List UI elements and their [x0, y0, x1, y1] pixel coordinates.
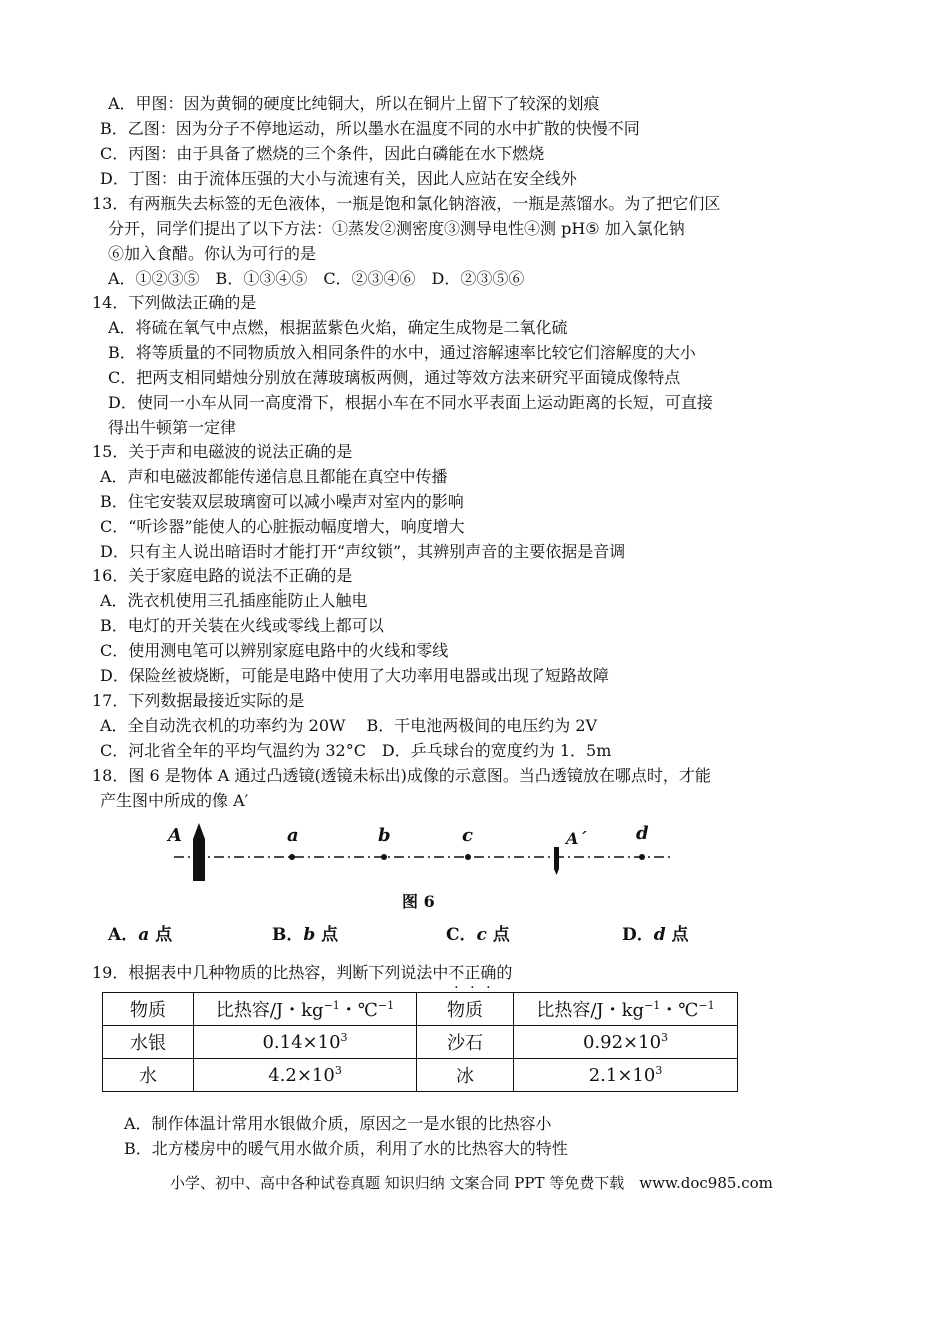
q18-option-c-letter: C． [446, 925, 477, 945]
q19-option-b: B．北方楼房中的暖气用水做介质，利用了水的比热容大的特性 [124, 1139, 568, 1158]
label-image-a-prime: A´ [566, 829, 587, 848]
q16-option-b: B．电灯的开关装在火线或零线上都可以 [100, 616, 384, 635]
q18-option-c-point: c [476, 925, 487, 945]
image-a-prime-body [554, 847, 559, 869]
image-a-prime-tip [554, 869, 559, 875]
table-header-row [103, 993, 738, 1026]
q15-option-d: D．只有主人说出暗语时才能打开“声纹锁”，其辨别声音的主要依据是音调 [100, 542, 626, 561]
q19-stem-pre: 19．根据表中几种物质的比热容，判断下列说法中 [92, 963, 449, 982]
header-unit-2-sup-a: −1 [644, 999, 661, 1012]
header-unit-1-sup-a: −1 [323, 999, 340, 1012]
cell-sand-value-base: 0.92×10 [582, 1032, 662, 1053]
object-a-body [193, 839, 205, 881]
label-point-a: a [287, 825, 299, 846]
page-footer: 小学、初中、高中各种试卷真题 知识归纳 文案合同 PPT 等免费下载 www.doc985.com [170, 1174, 773, 1192]
header-substance-1: 物质 [103, 993, 194, 1026]
cell-ice-value-base: 2.1×10 [588, 1065, 656, 1086]
q18-option-d [622, 920, 689, 945]
q19-option-a: A．制作体温计常用水银做介质，原因之一是水银的比热容小 [124, 1114, 552, 1133]
q14-option-b: B．将等质量的不同物质放入相同条件的水中，通过溶解速率比较它们溶解度的大小 [108, 343, 696, 362]
header-unit-1-sup-b: −1 [377, 999, 395, 1012]
q17-stem: 17．下列数据最接近实际的是 [92, 691, 305, 710]
q18-option-a [108, 920, 172, 945]
q17-options-cd: C．河北省全年的平均气温约为 32°C D．乒乓球台的宽度约为 1．5m [100, 741, 612, 760]
q16-stem-post: 正确的是 [288, 566, 353, 585]
q13-stem-line3: ⑥加入食醋。你认为可行的是 [108, 244, 317, 263]
figure-6-lens-diagram [160, 815, 680, 911]
q18-stem-line1: 18．图 6 是物体 A 通过凸透镜(透镜未标出)成像的示意图。当凸透镜放在哪点时，才能 [92, 766, 711, 785]
q15-option-b: B．住宅安装双层玻璃窗可以减小噪声对室内的影响 [100, 492, 464, 511]
q18-option-a-letter: A． [108, 925, 139, 945]
q17-options-ab: A．全自动洗衣机的功率约为 20W B．干电池两极间的电压约为 2V [100, 716, 598, 735]
q13-stem-line1: 13．有两瓶失去标签的无色液体，一瓶是饱和氯化钠溶液，一瓶是蒸馏水。为了把它们区 [92, 194, 721, 213]
q18-option-b-suffix: 点 [315, 925, 339, 945]
object-a-flame [193, 823, 205, 839]
header-unit-2-sup-b: −1 [698, 999, 715, 1012]
q16-stem-pre: 16．关于家庭电路的说法 [92, 566, 273, 585]
q18-option-d-point: d [653, 925, 666, 945]
q14-option-a: A．将硫在氧气中点燃，根据蓝紫色火焰，确定生成物是二氧化硫 [108, 318, 568, 337]
header-specific-heat-2 [514, 993, 738, 1026]
q14-option-d-line1: D．使同一小车从同一高度滑下，根据小车在不同水平表面上运动距离的长短，可直接 [108, 393, 713, 412]
q15-stem: 15．关于声和电磁波的说法正确的是 [92, 442, 353, 461]
q12-option-c: C．丙图：由于具备了燃烧的三个条件，因此白磷能在水下燃烧 [100, 144, 545, 163]
figure-caption: 图 6 [402, 892, 435, 911]
q19-stem-emphasis-3: 确 [480, 963, 497, 982]
q19-stem-emphasis-2: 正 [464, 963, 481, 982]
q12-option-a: A．甲图：因为黄铜的硬度比纯铜大，所以在铜片上留下了较深的划痕 [108, 94, 600, 113]
cell-mercury-value [194, 1026, 417, 1059]
q19-stem [92, 962, 512, 984]
table-row [103, 1026, 738, 1059]
q16-option-d: D．保险丝被烧断，可能是电路中使用了大功率用电器或出现了短路故障 [100, 666, 609, 685]
cell-mercury-value-base: 0.14×10 [262, 1032, 341, 1053]
q12-option-b: B．乙图：因为分子不停地运动，所以墨水在温度不同的水中扩散的快慢不同 [100, 119, 640, 138]
q12-option-d: D．丁图：由于流体压强的大小与流速有关，因此人应站在安全线外 [100, 169, 577, 188]
label-point-c: c [462, 825, 473, 846]
q13-options: A．①②③⑤ B．①③④⑤ C．②③④⑥ D．②③⑤⑥ [108, 269, 525, 288]
header-specific-heat-1 [194, 993, 417, 1026]
header-substance-2: 物质 [417, 993, 514, 1026]
q14-option-c: C．把两支相同蜡烛分别放在薄玻璃板两侧，通过等效方法来研究平面镜成像特点 [108, 368, 681, 387]
q14-stem: 14．下列做法正确的是 [92, 293, 257, 312]
header-unit-2a: 比热容/J・kg [536, 1000, 645, 1021]
q15-option-c: C．“听诊器”能使人的心脏振动幅度增大，响度增大 [100, 517, 465, 536]
cell-ice: 冰 [417, 1059, 514, 1092]
q18-option-a-point: a [138, 925, 150, 945]
cell-mercury: 水银 [103, 1026, 194, 1059]
cell-ice-value-exp: 3 [655, 1064, 663, 1077]
q18-option-b-point: b [303, 925, 316, 945]
cell-ice-value [514, 1059, 738, 1092]
q19-stem-post: 的 [496, 963, 513, 982]
q18-option-c-suffix: 点 [486, 925, 510, 945]
cell-mercury-value-exp: 3 [340, 1031, 348, 1044]
cell-sand: 沙石 [417, 1026, 514, 1059]
q18-option-d-letter: D． [622, 925, 654, 945]
q18-option-c [446, 920, 510, 945]
q16-stem [92, 565, 352, 587]
cell-sand-value-exp: 3 [661, 1031, 669, 1044]
q14-option-d-line2: 得出牛顿第一定律 [108, 418, 237, 437]
q18-option-a-suffix: 点 [149, 925, 173, 945]
label-object-a: A [168, 825, 182, 846]
header-unit-2b: ・℃ [660, 1000, 699, 1021]
q13-stem-line2: 分开，同学们提出了以下方法：①蒸发②测密度③测导电性④测 pH⑤ 加入氯化钠 [108, 219, 685, 238]
q18-stem-line2: 产生图中所成的像 A′ [100, 791, 249, 810]
point-b-dot [381, 854, 387, 860]
label-point-d: d [636, 823, 649, 844]
cell-water-value [194, 1059, 417, 1092]
table-row [103, 1059, 738, 1092]
q18-option-b-letter: B． [272, 925, 304, 945]
q16-option-c: C．使用测电笔可以辨别家庭电路中的火线和零线 [100, 641, 449, 660]
q18-option-d-suffix: 点 [665, 925, 689, 945]
q19-stem-emphasis-1: 不 [448, 963, 465, 982]
optical-axis-svg [160, 815, 680, 895]
point-d-dot [639, 854, 645, 860]
q15-option-a: A．声和电磁波都能传递信息且都能在真空中传播 [100, 467, 448, 486]
cell-water-value-exp: 3 [334, 1064, 342, 1077]
specific-heat-table [102, 992, 738, 1092]
cell-sand-value [514, 1026, 738, 1059]
cell-water: 水 [103, 1059, 194, 1092]
label-point-b: b [378, 825, 391, 846]
q18-option-b [272, 920, 338, 945]
header-unit-1b: ・℃ [339, 1000, 378, 1021]
header-unit-1a: 比热容/J・kg [215, 1000, 324, 1021]
point-c-dot [465, 854, 471, 860]
q16-stem-emphasis: 不 [272, 566, 289, 585]
q16-option-a: A．洗衣机使用三孔插座能防止人触电 [100, 591, 368, 610]
point-a-dot [289, 854, 295, 860]
cell-water-value-base: 4.2×10 [268, 1065, 335, 1086]
